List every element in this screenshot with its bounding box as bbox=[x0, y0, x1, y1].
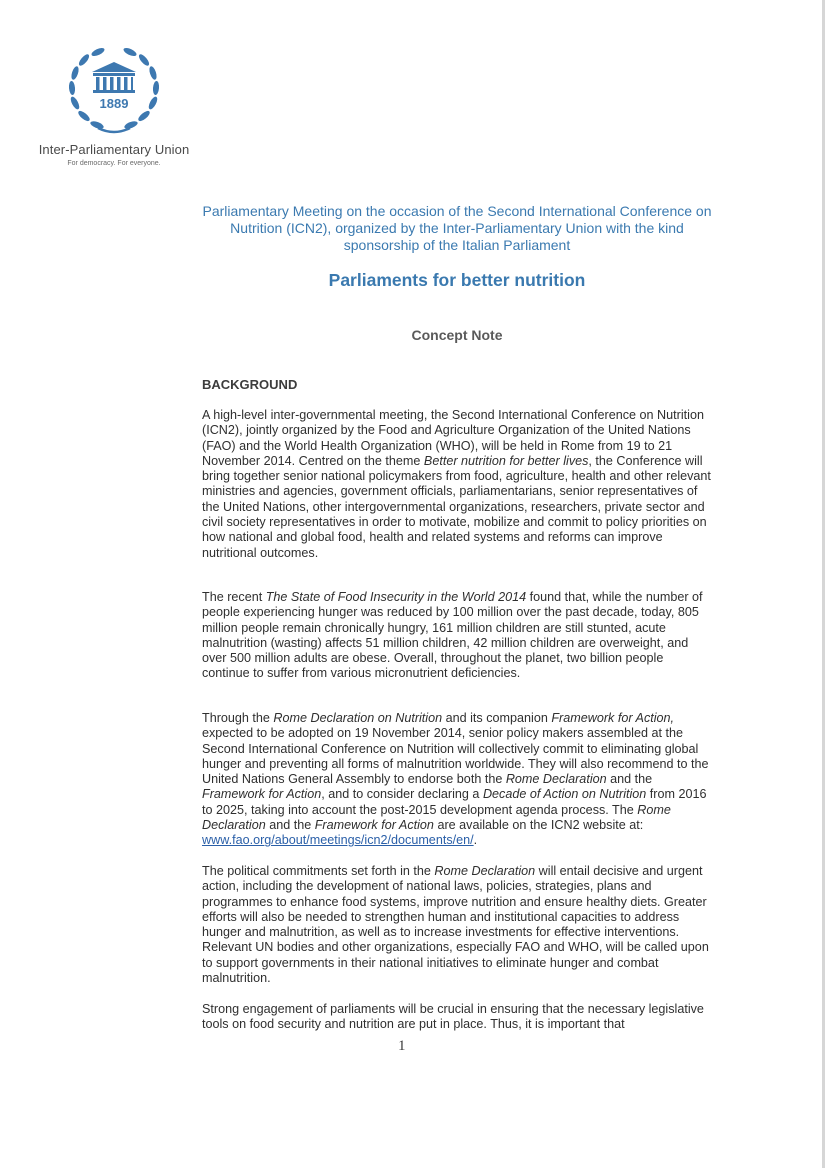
text-run: The recent bbox=[202, 590, 266, 604]
section-heading-background: BACKGROUND bbox=[202, 377, 298, 392]
meeting-description: Parliamentary Meeting on the occasion of the Second International Conference on Nutrition (ICN2), organized by the Inter-Parliamentary Union with the kind sponsorship of the Italian Parliament bbox=[202, 203, 712, 253]
text-run: Through the bbox=[202, 711, 274, 725]
ipu-logo bbox=[38, 42, 190, 167]
text-run: A high-level inter-governmental meeting, the Second International Conference on Nutrition (ICN2), jointly organized by the Food and Agriculture Organization of the United Nations (FAO) and the World Health Organization (WHO), will be held in Rome from 19 to 21 November 2014. Centred on the theme bbox=[202, 408, 704, 468]
italic-run: Better nutrition for better lives bbox=[423, 453, 589, 468]
logo-year: 1889 bbox=[99, 96, 129, 111]
italic-run: Rome Declaration bbox=[434, 864, 536, 878]
text-run: . bbox=[473, 833, 478, 848]
text-run: Strong engagement of parliaments will be crucial in ensuring that the necessary legislative tools on food security and nutrition are put in place. Thus, it is important that bbox=[202, 1002, 704, 1032]
text-run: will entail decisive and urgent action, including the development of national laws, policies, strategies, plans and programmes to enhance food systems, improve nutrition and ensure healthy diets. Greater efforts will also be needed to strengthen human and institutional capacities to address hunger and malnutrition, as well as to increase investments for effective interventions. Relevant UN bodies and other organizations, especially FAO and WHO, will be called upon to support governments in their national initiatives to eliminate hunger and combat malnutrition. bbox=[202, 864, 709, 986]
italic-run: Rome Declaration on Nutrition bbox=[273, 711, 443, 725]
icn2-documents-link[interactable]: www.fao.org/about/meetings/icn2/documents/en/ bbox=[202, 833, 474, 848]
text-run: , the Conference will bring together senior national policymakers from food, agriculture, health and other relevant ministries and agencies, government officials, parliamentarians, senior representatives of the United Nations, other intergovernmental organizations, researchers, private sector and civil society representatives in order to motivate, mobilize and commit to policy priorities on how national and global food, health and related systems and reforms can improve nutritional outcomes. bbox=[202, 453, 711, 560]
text-run: The political commitments set forth in the bbox=[202, 864, 435, 878]
italic-run: Framework for Action bbox=[314, 818, 434, 833]
text-run: and the bbox=[606, 772, 653, 787]
italic-run: The State of Food Insecurity in the World 2014 bbox=[265, 590, 527, 604]
page-title: Parliaments for better nutrition bbox=[328, 270, 586, 290]
italic-run: Rome Declaration bbox=[505, 772, 607, 787]
document-subtitle: Concept Note bbox=[411, 327, 503, 343]
org-tagline: For democracy. For everyone. bbox=[67, 160, 161, 167]
italic-run: Rome Declaration bbox=[202, 802, 671, 833]
text-run: found that, while the number of people experiencing hunger was reduced by 100 million over the past decade, today, 805 million people remain chronically hungry, 161 million children are still stunted, acute malnutrition (wasting) affects 51 million children, 42 million children are overweight, and over 500 million adults are obese. Overall, throughout the planet, two billion people continue to suffer from various micronutrient deficiencies. bbox=[202, 590, 703, 681]
page-number: 1 bbox=[398, 1038, 406, 1054]
laurel-emblem-icon bbox=[64, 42, 164, 140]
paragraph-conference bbox=[202, 408, 712, 561]
text-run: and the bbox=[265, 818, 315, 833]
text-run: expected to be adopted on 19 November 2014, senior policy makers assembled at the Second International Conference on Nutrition will collectively commit to eliminating global hunger and preventing all forms of malnutrition worldwide. They will also recommend to the United Nations General Assembly to endorse both the bbox=[202, 726, 709, 787]
paragraph-rome-declaration bbox=[202, 711, 712, 849]
paragraph-political-commitments bbox=[202, 864, 712, 986]
text-run: from 2016 to 2025, taking into account the post-2015 development agenda process. The bbox=[202, 787, 707, 817]
text-run: are available on the ICN2 website at: bbox=[433, 818, 644, 833]
org-name: Inter-Parliamentary Union bbox=[38, 142, 190, 157]
text-run: and its companion bbox=[442, 711, 552, 725]
italic-run: Decade of Action on Nutrition bbox=[482, 787, 647, 802]
paragraph-parliament-engagement bbox=[202, 1002, 712, 1033]
text-run: , and to consider declaring a bbox=[321, 787, 483, 802]
italic-run: Framework for Action bbox=[202, 787, 322, 802]
paragraph-statistics bbox=[202, 590, 712, 682]
italic-run: Framework for Action, bbox=[551, 711, 675, 725]
